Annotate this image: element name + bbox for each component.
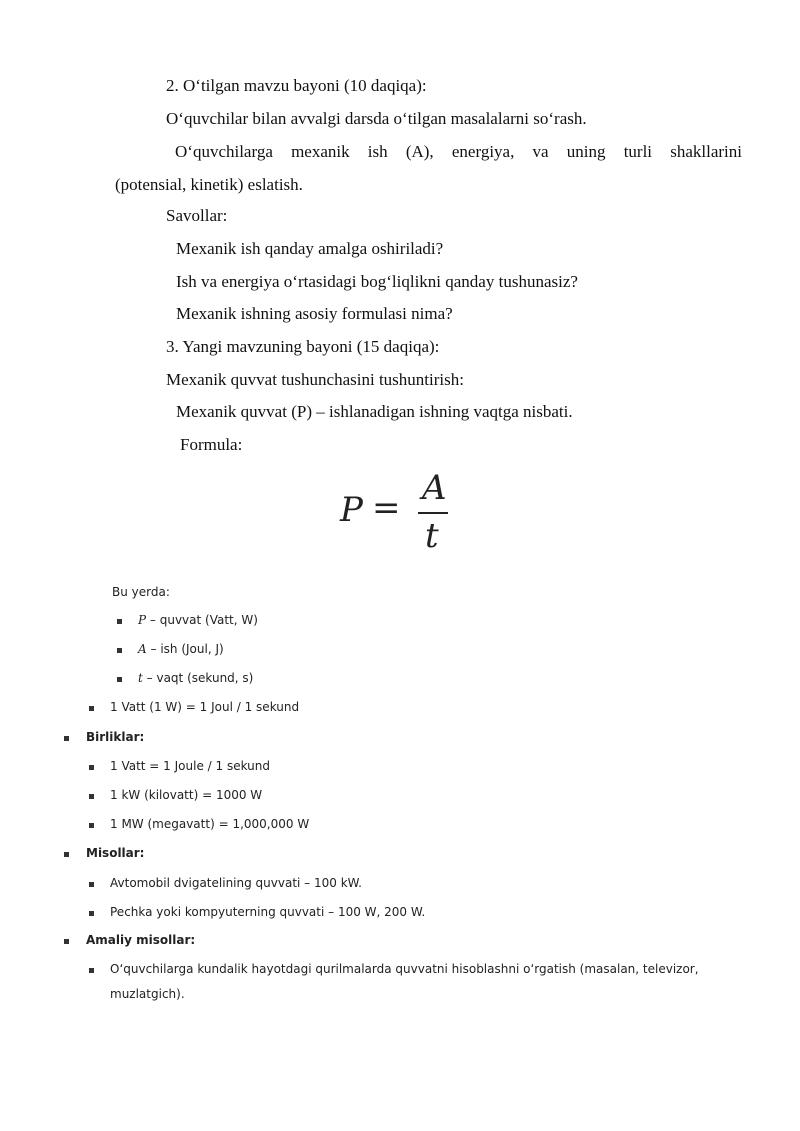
explanation-item: P – quvvat (Vatt, W) [138, 613, 258, 627]
section-2-paragraph-2-line-2: (potensial, kinetik) eslatish. [115, 175, 303, 194]
formula-numerator: A [422, 468, 447, 508]
bullet-icon [64, 736, 69, 741]
section-2-paragraph-1: O‘quvchilar bilan avvalgi darsda o‘tilgan masalalarni so‘rash. [166, 109, 587, 128]
explanation-extra: 1 Vatt (1 W) = 1 Joul / 1 sekund [110, 700, 300, 714]
bullet-icon [89, 911, 94, 916]
bullet-icon [89, 706, 94, 711]
formula-denominator: t [425, 516, 439, 556]
bullet-icon [117, 677, 122, 682]
explanation-item: t – vaqt (sekund, s) [138, 671, 254, 685]
bullet-icon [89, 765, 94, 770]
bullet-icon [64, 852, 69, 857]
power-formula [330, 468, 460, 558]
question-item: Mexanik ishning asosiy formulasi nima? [176, 304, 453, 323]
formula-lhs: P [340, 490, 363, 530]
example-item: Pechka yoki kompyuterning quvvati – 100 W, 200 W. [110, 905, 426, 919]
section-3-heading: 3. Yangi mavzuning bayoni (15 daqiqa): [166, 337, 440, 356]
unit-item: 1 MW (megavatt) = 1,000,000 W [110, 817, 310, 831]
questions-label: Savollar: [166, 206, 228, 225]
bullet-icon [89, 882, 94, 887]
section-2-paragraph-2-line-1: O‘quvchilarga mexanik ish (A), energiya, va uning turli shakllarini [175, 142, 742, 161]
bullet-icon [117, 619, 122, 624]
bullet-icon [89, 823, 94, 828]
section-3-intro: Mexanik quvvat tushunchasini tushuntirish: [166, 370, 464, 389]
bullet-icon [89, 794, 94, 799]
bullet-icon [89, 968, 94, 973]
bullet-icon [117, 648, 122, 653]
question-item: Ish va energiya o‘rtasidagi bog‘liqlikni qanday tushunasiz? [176, 272, 578, 291]
formula-label: Formula: [180, 435, 243, 454]
unit-item: 1 kW (kilovatt) = 1000 W [110, 788, 263, 802]
fraction-bar [418, 512, 448, 514]
units-label: Birliklar: [86, 730, 145, 744]
practical-item-line-1: O‘quvchilarga kundalik hayotdagi qurilmalarda quvvatni hisoblashni o‘rgatish (masalan, televizor, [110, 962, 699, 976]
examples-label: Misollar: [86, 846, 145, 860]
explanation-label: Bu yerda: [112, 585, 170, 599]
bullet-icon [64, 939, 69, 944]
example-item: Avtomobil dvigatelining quvvati – 100 kW. [110, 876, 362, 890]
section-2-heading: 2. O‘tilgan mavzu bayoni (10 daqiqa): [166, 76, 427, 95]
practical-item-line-2: muzlatgich). [110, 987, 185, 1001]
question-item: Mexanik ish qanday amalga oshiriladi? [176, 239, 444, 258]
practical-label: Amaliy misollar: [86, 933, 196, 947]
unit-item: 1 Vatt = 1 Joule / 1 sekund [110, 759, 270, 773]
formula-operator: = [372, 488, 401, 528]
power-definition: Mexanik quvvat (P) – ishlanadigan ishning vaqtga nisbati. [176, 402, 573, 421]
explanation-item: A – ish (Joul, J) [138, 642, 224, 656]
